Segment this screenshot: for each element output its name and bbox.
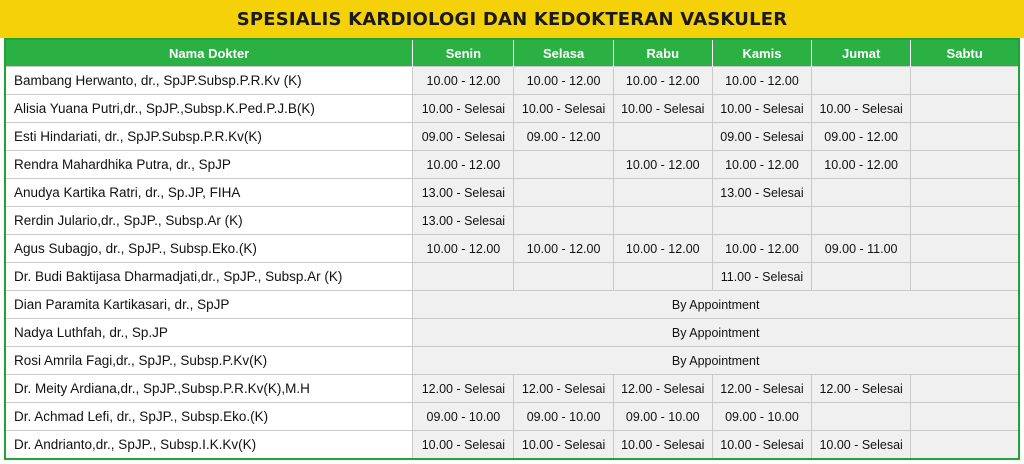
column-header-saturday: Sabtu — [911, 39, 1019, 67]
schedule-cell-saturday — [911, 403, 1019, 431]
table-row — [5, 151, 1019, 179]
schedule-cell-monday: 13.00 - Selesai — [413, 179, 514, 207]
doctor-name: Agus Subagjo, dr., SpJP., Subsp.Eko.(K) — [5, 235, 413, 263]
schedule-cell-wednesday: 10.00 - 12.00 — [613, 67, 712, 95]
schedule-cell-monday: 13.00 - Selesai — [413, 207, 514, 235]
schedule-cell-friday — [812, 263, 911, 291]
schedule-cell-tuesday — [514, 263, 613, 291]
schedule-cell-thursday: 13.00 - Selesai — [712, 179, 811, 207]
doctor-name: Rendra Mahardhika Putra, dr., SpJP — [5, 151, 413, 179]
schedule-cell-tuesday — [514, 151, 613, 179]
schedule-cell-friday: 10.00 - Selesai — [812, 95, 911, 123]
schedule-cell-saturday — [911, 179, 1019, 207]
schedule-cell-wednesday: 10.00 - Selesai — [613, 431, 712, 460]
schedule-cell-friday — [812, 179, 911, 207]
doctor-name: Rerdin Julario,dr., SpJP., Subsp.Ar (K) — [5, 207, 413, 235]
doctor-name: Rosi Amrila Fagi,dr., SpJP., Subsp.P.Kv(K) — [5, 347, 413, 375]
schedule-cell-wednesday: 10.00 - 12.00 — [613, 151, 712, 179]
schedule-cell-friday: 09.00 - 11.00 — [812, 235, 911, 263]
column-header-thursday: Kamis — [712, 39, 811, 67]
doctor-name: Dr. Meity Ardiana,dr., SpJP.,Subsp.P.R.Kv(K),M.H — [5, 375, 413, 403]
table-row — [5, 95, 1019, 123]
schedule-table — [4, 38, 1020, 460]
schedule-cell-wednesday — [613, 263, 712, 291]
schedule-cell-thursday: 11.00 - Selesai — [712, 263, 811, 291]
schedule-cell-saturday — [911, 207, 1019, 235]
schedule-cell-tuesday — [514, 179, 613, 207]
schedule-cell-friday — [812, 403, 911, 431]
table-row — [5, 431, 1019, 460]
table-row — [5, 235, 1019, 263]
schedule-cell-friday: 09.00 - 12.00 — [812, 123, 911, 151]
table-row — [5, 375, 1019, 403]
doctor-name: Alisia Yuana Putri,dr., SpJP.,Subsp.K.Ped.P.J.B(K) — [5, 95, 413, 123]
schedule-cell-saturday — [911, 263, 1019, 291]
schedule-cell-monday: 10.00 - Selesai — [413, 431, 514, 460]
table-row — [5, 67, 1019, 95]
schedule-cell-monday: 09.00 - Selesai — [413, 123, 514, 151]
schedule-cell-monday: 10.00 - 12.00 — [413, 235, 514, 263]
schedule-cell-tuesday — [514, 207, 613, 235]
schedule-cell-saturday — [911, 95, 1019, 123]
doctor-name: Esti Hindariati, dr., SpJP.Subsp.P.R.Kv(K) — [5, 123, 413, 151]
schedule-cell-thursday: 10.00 - Selesai — [712, 431, 811, 460]
schedule-cell-thursday — [712, 207, 811, 235]
column-header-doctor: Nama Dokter — [5, 39, 413, 67]
schedule-cell-wednesday — [613, 207, 712, 235]
schedule-cell-saturday — [911, 431, 1019, 460]
schedule-cell-monday: 12.00 - Selesai — [413, 375, 514, 403]
header-row — [5, 39, 1019, 67]
table-row — [5, 403, 1019, 431]
schedule-cell-monday: 10.00 - 12.00 — [413, 151, 514, 179]
table-row — [5, 179, 1019, 207]
schedule-cell-saturday — [911, 123, 1019, 151]
schedule-cell-tuesday: 09.00 - 10.00 — [514, 403, 613, 431]
doctor-name: Dian Paramita Kartikasari, dr., SpJP — [5, 291, 413, 319]
table-row — [5, 207, 1019, 235]
schedule-body — [5, 67, 1019, 460]
schedule-cell-friday: 10.00 - 12.00 — [812, 151, 911, 179]
schedule-cell-wednesday: 10.00 - Selesai — [613, 95, 712, 123]
schedule-cell-wednesday: 12.00 - Selesai — [613, 375, 712, 403]
doctor-name: Nadya Luthfah, dr., Sp.JP — [5, 319, 413, 347]
schedule-cell-thursday: 09.00 - Selesai — [712, 123, 811, 151]
doctor-name: Dr. Budi Baktijasa Dharmadjati,dr., SpJP., Subsp.Ar (K) — [5, 263, 413, 291]
table-row — [5, 123, 1019, 151]
schedule-cell-thursday: 10.00 - Selesai — [712, 95, 811, 123]
schedule-cell-monday: 10.00 - Selesai — [413, 95, 514, 123]
schedule-cell-tuesday: 10.00 - Selesai — [514, 95, 613, 123]
column-header-monday: Senin — [413, 39, 514, 67]
schedule-cell-tuesday: 10.00 - Selesai — [514, 431, 613, 460]
appointment-cell: By Appointment — [413, 319, 1019, 347]
schedule-cell-thursday: 10.00 - 12.00 — [712, 67, 811, 95]
schedule-cell-friday — [812, 207, 911, 235]
schedule-cell-thursday: 10.00 - 12.00 — [712, 151, 811, 179]
column-header-tuesday: Selasa — [514, 39, 613, 67]
schedule-cell-thursday: 10.00 - 12.00 — [712, 235, 811, 263]
schedule-title: SPESIALIS KARDIOLOGI DAN KEDOKTERAN VASKULER — [0, 0, 1024, 38]
schedule-cell-saturday — [911, 151, 1019, 179]
table-row — [5, 347, 1019, 375]
appointment-cell: By Appointment — [413, 347, 1019, 375]
table-row — [5, 263, 1019, 291]
doctor-name: Dr. Andrianto,dr., SpJP., Subsp.I.K.Kv(K) — [5, 431, 413, 460]
schedule-cell-tuesday: 10.00 - 12.00 — [514, 67, 613, 95]
schedule-cell-saturday — [911, 235, 1019, 263]
column-header-wednesday: Rabu — [613, 39, 712, 67]
appointment-cell: By Appointment — [413, 291, 1019, 319]
table-row — [5, 291, 1019, 319]
schedule-cell-thursday: 12.00 - Selesai — [712, 375, 811, 403]
schedule-cell-friday — [812, 67, 911, 95]
schedule-cell-tuesday: 09.00 - 12.00 — [514, 123, 613, 151]
schedule-cell-thursday: 09.00 - 10.00 — [712, 403, 811, 431]
schedule-cell-friday: 12.00 - Selesai — [812, 375, 911, 403]
schedule-cell-monday: 09.00 - 10.00 — [413, 403, 514, 431]
column-header-friday: Jumat — [812, 39, 911, 67]
doctor-name: Dr. Achmad Lefi, dr., SpJP., Subsp.Eko.(K) — [5, 403, 413, 431]
schedule-cell-monday — [413, 263, 514, 291]
schedule-cell-monday: 10.00 - 12.00 — [413, 67, 514, 95]
schedule-cell-wednesday — [613, 123, 712, 151]
table-row — [5, 319, 1019, 347]
schedule-cell-tuesday: 10.00 - 12.00 — [514, 235, 613, 263]
schedule-cell-wednesday: 09.00 - 10.00 — [613, 403, 712, 431]
doctor-name: Bambang Herwanto, dr., SpJP.Subsp.P.R.Kv (K) — [5, 67, 413, 95]
schedule-cell-wednesday: 10.00 - 12.00 — [613, 235, 712, 263]
schedule-cell-friday: 10.00 - Selesai — [812, 431, 911, 460]
doctor-name: Anudya Kartika Ratri, dr., Sp.JP, FIHA — [5, 179, 413, 207]
schedule-cell-saturday — [911, 375, 1019, 403]
schedule-cell-saturday — [911, 67, 1019, 95]
schedule-cell-tuesday: 12.00 - Selesai — [514, 375, 613, 403]
schedule-cell-wednesday — [613, 179, 712, 207]
